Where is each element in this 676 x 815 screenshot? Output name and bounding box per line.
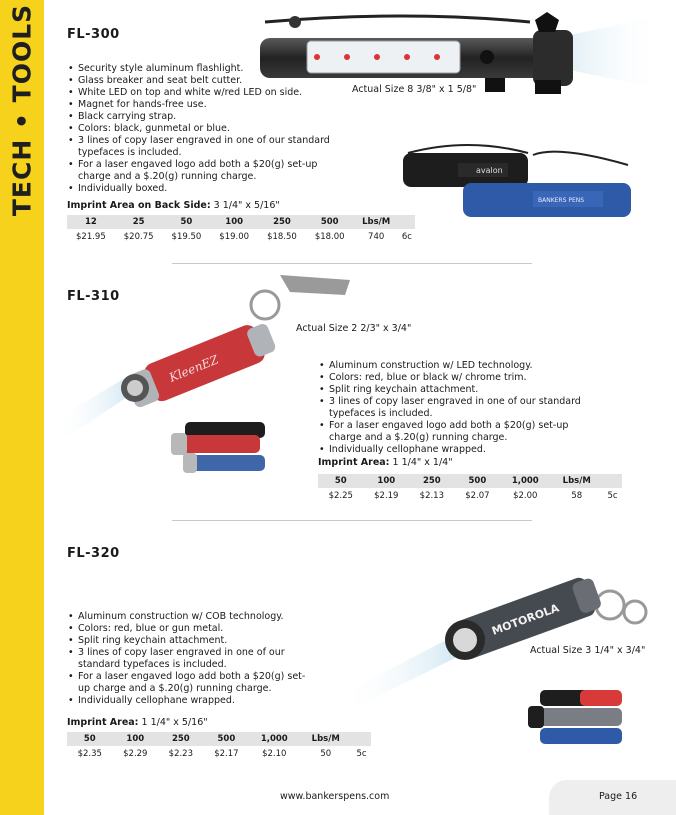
feature-item: • Individually cellophane wrapped. (318, 444, 593, 456)
qty-header: 250 (258, 215, 306, 229)
price-cell: $2.00 (513, 491, 538, 501)
feature-item: • For a laser engaved logo add both a $20(g) set-up charge and a $.20(g) running charge. (67, 671, 317, 695)
weight-cell: 740 (368, 232, 385, 242)
fl320-keychain-light-image (340, 560, 665, 755)
feature-item: • Magnet for hands-free use. (67, 99, 352, 111)
code-header (352, 732, 371, 746)
fl310-imprint (318, 457, 453, 468)
feature-item: • Colors: red, blue or black w/ chrome trim. (318, 372, 593, 384)
feature-item: • Individually cellophane wrapped. (67, 695, 317, 707)
feature-item: • Glass breaker and seat belt cutter. (67, 75, 352, 87)
weight-header: Lbs/M (550, 474, 603, 488)
price-cell: $20.75 (123, 232, 154, 242)
section-divider (172, 520, 532, 521)
price-header-row (67, 732, 371, 746)
qty-header: 100 (364, 474, 410, 488)
weight-cell: 50 (320, 749, 332, 759)
fl300-actual-size: Actual Size 8 3/8" x 1 5/8" (352, 84, 477, 95)
imprint-size: 1 1/4" x 5/16" (141, 717, 208, 728)
price-row (318, 488, 622, 504)
fl310-price-table (318, 474, 622, 504)
feature-item: • White LED on top and white w/red LED on side. (67, 87, 352, 99)
price-code-cell: 5c (607, 491, 618, 501)
qty-header: 50 (318, 474, 364, 488)
fl300-feature-list (67, 63, 352, 195)
qty-header: 100 (210, 215, 258, 229)
price-cell: $2.17 (214, 749, 239, 759)
price-cell: $2.07 (465, 491, 490, 501)
feature-item: • 3 lines of copy laser engraved in one of our standard typefaces is included. (67, 647, 317, 671)
feature-item: • 3 lines of copy laser engraved in one of our standard typefaces is included. (318, 396, 593, 420)
page-number: Page 16 (599, 791, 638, 802)
price-header-row (318, 474, 622, 488)
qty-header: 100 (113, 732, 159, 746)
price-cell: $2.13 (419, 491, 444, 501)
weight-header: Lbs/M (354, 215, 399, 229)
price-cell: $21.95 (76, 232, 106, 242)
fl310-feature-list (318, 360, 593, 456)
fl300-price-table (67, 215, 415, 245)
feature-item: • Split ring keychain attachment. (67, 635, 317, 647)
fl310-keychain-light-image (55, 270, 355, 485)
product-code-fl320: FL-320 (67, 546, 120, 561)
fl300-engraving-1: avalon (476, 166, 503, 175)
imprint-label: Imprint Area on Back Side: (67, 200, 211, 211)
weight-cell: 58 (571, 491, 583, 501)
price-cell: $2.35 (77, 749, 102, 759)
qty-header: 250 (158, 732, 204, 746)
fl310-actual-size: Actual Size 2 2/3" x 3/4" (296, 323, 412, 334)
feature-item: • Black carrying strap. (67, 111, 352, 123)
feature-item: • 3 lines of copy laser engraved in one of our standard typefaces is included. (67, 135, 352, 159)
price-code-cell: 6c (401, 232, 412, 242)
qty-header: 12 (67, 215, 115, 229)
fl300-engraving-2: BANKERS PENS (538, 197, 585, 204)
qty-header: 500 (306, 215, 354, 229)
imprint-label: Imprint Area: (318, 457, 390, 468)
price-cell: $2.25 (328, 491, 353, 501)
feature-item: • Aluminum construction w/ LED technology. (318, 360, 593, 372)
feature-item: • Split ring keychain attachment. (318, 384, 593, 396)
fl320-imprint (67, 717, 208, 728)
fl300-imprint (67, 200, 280, 211)
price-cell: $2.23 (168, 749, 193, 759)
weight-header: Lbs/M (299, 732, 352, 746)
price-code-cell: 5c (356, 749, 367, 759)
price-cell: $18.00 (314, 232, 345, 242)
imprint-size: 1 1/4" x 1/4" (392, 457, 453, 468)
price-cell: $2.29 (123, 749, 148, 759)
qty-header: 500 (204, 732, 250, 746)
section-title: TECH • TOOLS (7, 3, 37, 217)
section-divider (172, 263, 532, 264)
fl300-engraved-variants-image (398, 135, 638, 225)
feature-item: • Individually boxed. (67, 183, 352, 195)
fl320-feature-list (67, 611, 317, 707)
fl310-engraving: KleenEZ (167, 352, 221, 385)
fl320-price-table (67, 732, 371, 762)
price-cell: $2.19 (374, 491, 399, 501)
price-cell: $19.00 (219, 232, 250, 242)
qty-header: 250 (409, 474, 455, 488)
code-header (399, 215, 415, 229)
imprint-label: Imprint Area: (67, 717, 139, 728)
qty-header: 25 (115, 215, 163, 229)
feature-item: • For a laser engaved logo add both a $20(g) set-up charge and a $.20(g) running charge. (67, 159, 352, 183)
price-row (67, 229, 415, 245)
feature-item: • Colors: black, gunmetal or blue. (67, 123, 352, 135)
footer-website: www.bankerspens.com (280, 791, 390, 802)
price-row (67, 746, 371, 762)
qty-header: 1,000 (500, 474, 550, 488)
price-cell: $18.50 (267, 232, 297, 242)
feature-item: • Security style aluminum flashlight. (67, 63, 352, 75)
fl320-actual-size: Actual Size 3 1/4" x 3/4" (530, 645, 646, 656)
product-code-fl310: FL-310 (67, 289, 120, 304)
product-code-fl300: FL-300 (67, 27, 120, 42)
feature-item: • For a laser engaved logo add both a $20(g) set-up charge and a $.20(g) running charge. (318, 420, 593, 444)
qty-header: 50 (67, 732, 113, 746)
feature-item: • Aluminum construction w/ COB technology. (67, 611, 317, 623)
price-cell: $2.10 (262, 749, 287, 759)
qty-header: 1,000 (249, 732, 299, 746)
feature-item: • Colors: red, blue or gun metal. (67, 623, 317, 635)
imprint-size: 3 1/4" x 5/16" (213, 200, 280, 211)
code-header (603, 474, 622, 488)
price-header-row (67, 215, 415, 229)
price-cell: $19.50 (171, 232, 202, 242)
fl320-engraving: MOTOROLA (490, 601, 561, 638)
qty-header: 50 (163, 215, 211, 229)
qty-header: 500 (455, 474, 501, 488)
